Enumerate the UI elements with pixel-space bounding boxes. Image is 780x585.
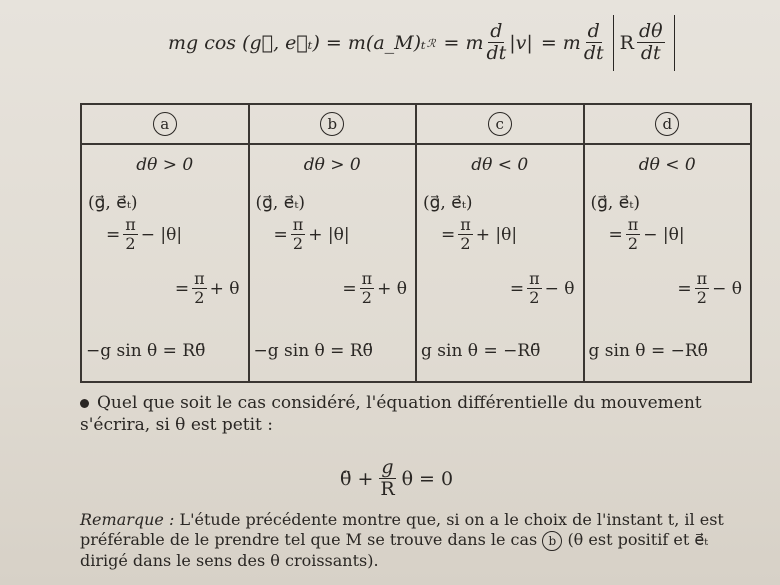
frac-dtheta-dt: $\frac{d\theta}{dt}$ (638, 20, 663, 65)
remarque (80, 510, 760, 571)
top-eq-lhs: mg cos (g⃗, e⃗ₜ) = m(a_M)ₜ (168, 32, 426, 54)
cases-table (80, 103, 752, 383)
header-b: b (249, 104, 417, 144)
result-b: −g sin θ = Rθ̈ (253, 341, 373, 361)
remarque-text: L'étude précédente montre que, si on a le choix de l'instant t, il est préférable de le prendre tel que M se trouve dans le cas (80, 510, 724, 549)
remarque-label: Remarque : (80, 510, 175, 529)
header-d: d (584, 104, 752, 144)
result-d: g sin θ = −Rθ̈ (588, 341, 708, 361)
header-row (81, 104, 751, 144)
header-c: c (416, 104, 584, 144)
result-c: g sin θ = −Rθ̈ (421, 341, 541, 361)
top-eq-superscript: ℛ (426, 36, 436, 50)
case-b-ref: b (542, 531, 562, 551)
header-a: a (81, 104, 249, 144)
remarque-text2: (θ est positif et e⃗ₜ dirigé dans le sens des θ croissants). (80, 530, 709, 570)
bullet-icon (80, 399, 89, 408)
abs-bar: R $\frac{d\theta}{dt}$ (613, 15, 675, 71)
body-row (81, 144, 751, 382)
paragraph: Quel que soit le cas considéré, l'équation différentielle du mouvement s'écrira, si θ est petit : (80, 393, 702, 435)
case-b-cell: dθ > 0 (g⃗, e⃗ₜ) = $\frac{\pi}{2}$ + |θ| = $\frac{\pi}{2}$ + θ −g sin θ = Rθ̈ (249, 144, 417, 382)
result-a: −g sin θ = Rθ̈ (86, 341, 206, 361)
case-c-cell: dθ < 0 (g⃗, e⃗ₜ) = $\frac{\pi}{2}$ + |θ| = $\frac{\pi}{2}$ − θ g sin θ = −Rθ̈ (416, 144, 584, 382)
frac-d-dt-2: $\frac{d}{dt}$ (583, 20, 604, 65)
frac-d-dt-1: $\frac{d}{dt}$ (486, 20, 507, 65)
case-d-cell: dθ < 0 (g⃗, e⃗ₜ) = $\frac{\pi}{2}$ − |θ| = $\frac{\pi}{2}$ − θ g sin θ = −Rθ̈ (584, 144, 752, 382)
differential-equation: θ̈ + $\frac{g}{R}$ θ = 0 (340, 456, 454, 500)
case-a-cell: dθ > 0 (g⃗, e⃗ₜ) = $\frac{\pi}{2}$ − |θ| = $\frac{\pi}{2}$ + θ −g sin θ = Rθ̈ (81, 144, 249, 382)
top-equation: mg cos (g⃗, e⃗ₜ) = m(a_M)ₜ ℛ = m $\frac{d}{dt}$ |v| = m $\frac{d}{dt}$ R $\frac{d\theta}{dt}$ (168, 8, 688, 78)
